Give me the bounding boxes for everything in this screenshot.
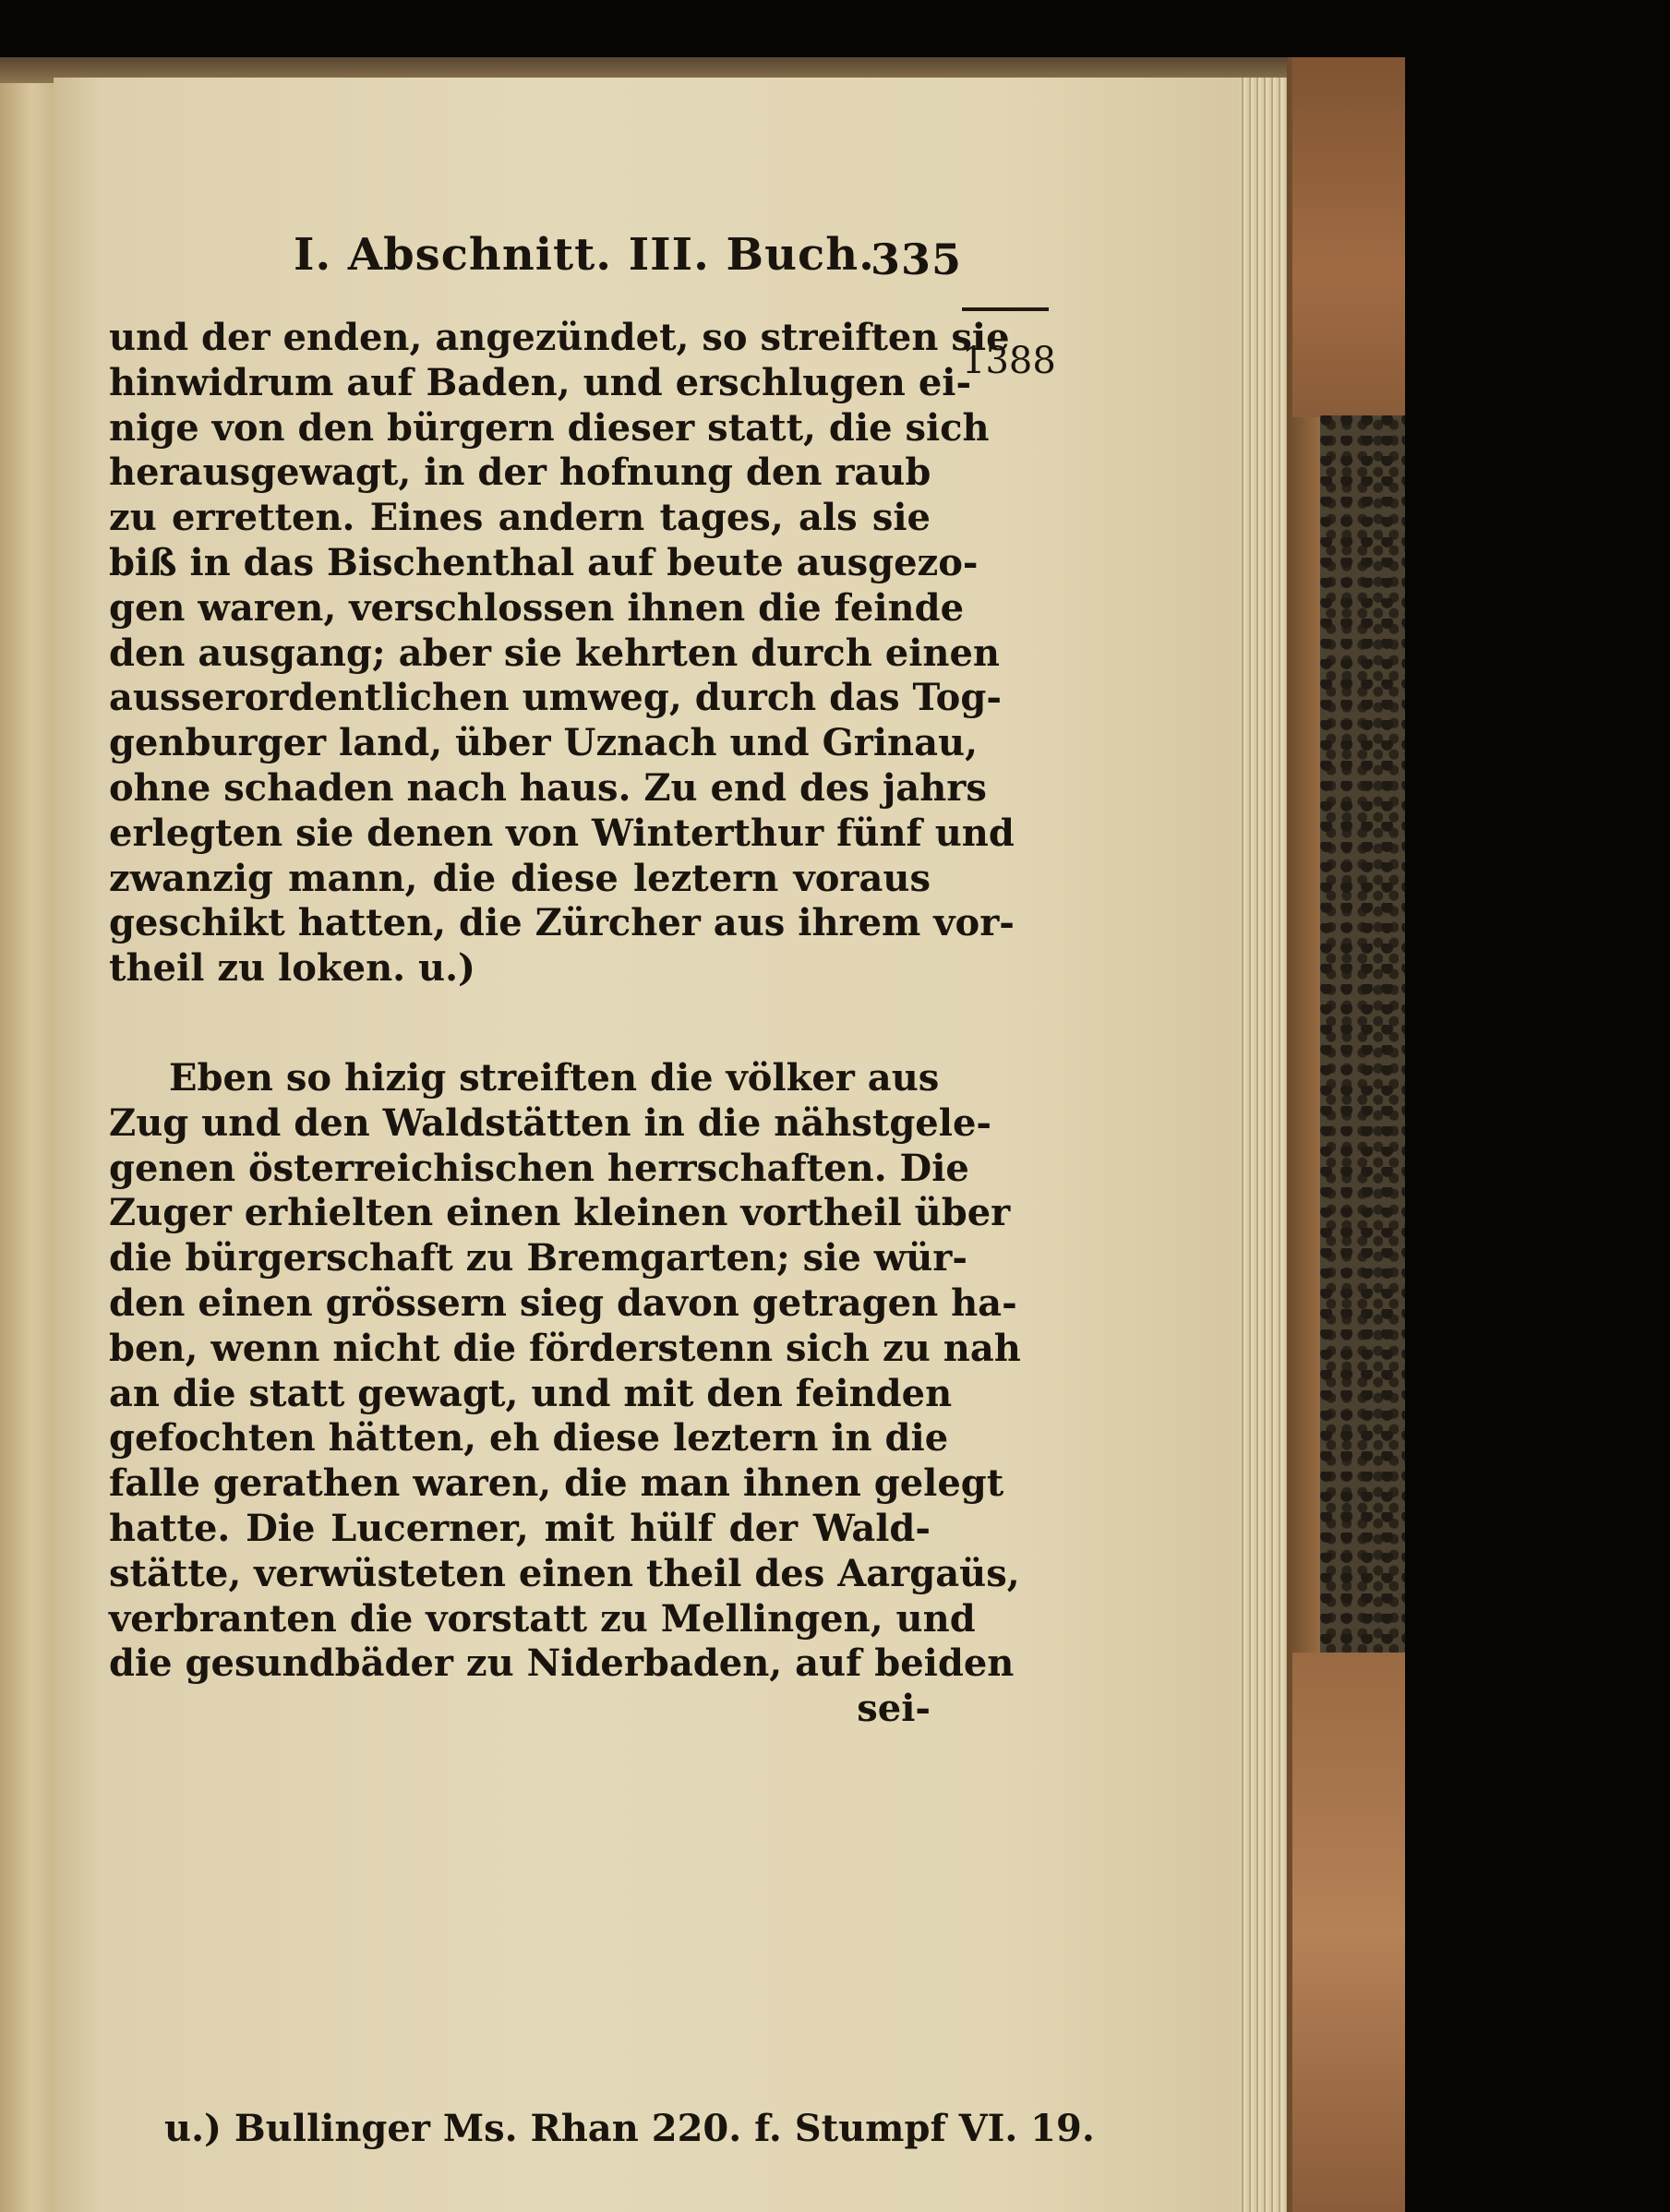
text-line: ben, wenn nicht die förderstenn sich zu nah xyxy=(109,1326,1021,1370)
paragraph xyxy=(109,1055,1021,1732)
text-line: an die statt gewagt, und mit den feinden xyxy=(109,1371,953,1415)
text-line: und der enden, angezündet, so streiften sie xyxy=(109,316,1010,359)
text-line: die gesundbäder zu Niderbaden, auf beiden xyxy=(109,1641,1015,1686)
text-line: stätte, verwüsteten einen theil des Aargaüs, xyxy=(109,1551,1020,1595)
leather-corner-top xyxy=(1292,57,1405,417)
page-stack-edge xyxy=(1239,78,1287,2212)
text-line: theil zu loken. u.) xyxy=(109,946,475,991)
page-header xyxy=(294,229,1087,294)
text-line: den einen grössern sieg davon getragen ha- xyxy=(109,1280,1017,1325)
marbled-cover-board xyxy=(1320,415,1405,1653)
margin-rule xyxy=(962,307,1049,311)
text-line: falle gerathen waren, die man ihnen gelegt xyxy=(109,1461,1004,1506)
text-line: die bürgerschaft zu Bremgarten; sie wür- xyxy=(109,1236,967,1280)
text-line: ohne schaden nach haus. Zu end des jahrs xyxy=(109,765,987,810)
text-line: ausserordentlichen umweg, durch das Tog- xyxy=(109,676,1002,720)
text-line: zwanzig mann, die diese leztern voraus xyxy=(109,856,931,900)
text-line: hatte. Die Lucerner, mit hülf der Wald- xyxy=(109,1506,931,1550)
text-line: gefochten hätten, eh diese leztern in die xyxy=(109,1416,949,1461)
leather-corner-bottom xyxy=(1292,1653,1405,2212)
running-title: I. Abschnitt. III. Buch. xyxy=(294,229,875,281)
text-line: den ausgang; aber sie kehrten durch einen xyxy=(109,631,1000,675)
text-line: zu erretten. Eines andern tages, als sie xyxy=(109,496,931,540)
footnote: u.) Bullinger Ms. Rhan 220. f. Stumpf VI. 19. xyxy=(164,2107,1095,2150)
text-line: hinwidrum auf Baden, und erschlugen ei- xyxy=(109,360,972,404)
text-line: Eben so hizig streiften die völker aus xyxy=(169,1055,940,1100)
text-line: erlegten sie denen von Winterthur fünf und xyxy=(109,811,1015,855)
text-line: verbranten die vorstatt zu Mellingen, und xyxy=(109,1596,976,1641)
margin-year: 1388 xyxy=(962,340,1056,382)
text-line: nige von den bürgern dieser statt, die sich xyxy=(109,405,990,450)
catchword: sei- xyxy=(857,1687,931,1731)
facing-page-edge xyxy=(0,83,54,2212)
text-line: geschikt hatten, die Zürcher aus ihrem vor- xyxy=(109,901,1015,945)
text-line: gen waren, verschlossen ihnen die feinde xyxy=(109,585,965,630)
text-line: biß in das Bischenthal auf beute ausgezo- xyxy=(109,540,979,584)
text-line: Zuger erhielten einen kleinen vortheil über xyxy=(109,1191,1011,1235)
text-line: Zug und den Waldstätten in die nähstgele- xyxy=(109,1100,991,1145)
text-line: herausgewagt, in der hofnung den raub xyxy=(109,451,931,495)
page-number: 335 xyxy=(871,234,963,284)
text-line: genen österreichischen herrschaften. Die xyxy=(109,1146,969,1190)
text-line: genburger land, über Uznach und Grinau, xyxy=(109,721,979,765)
